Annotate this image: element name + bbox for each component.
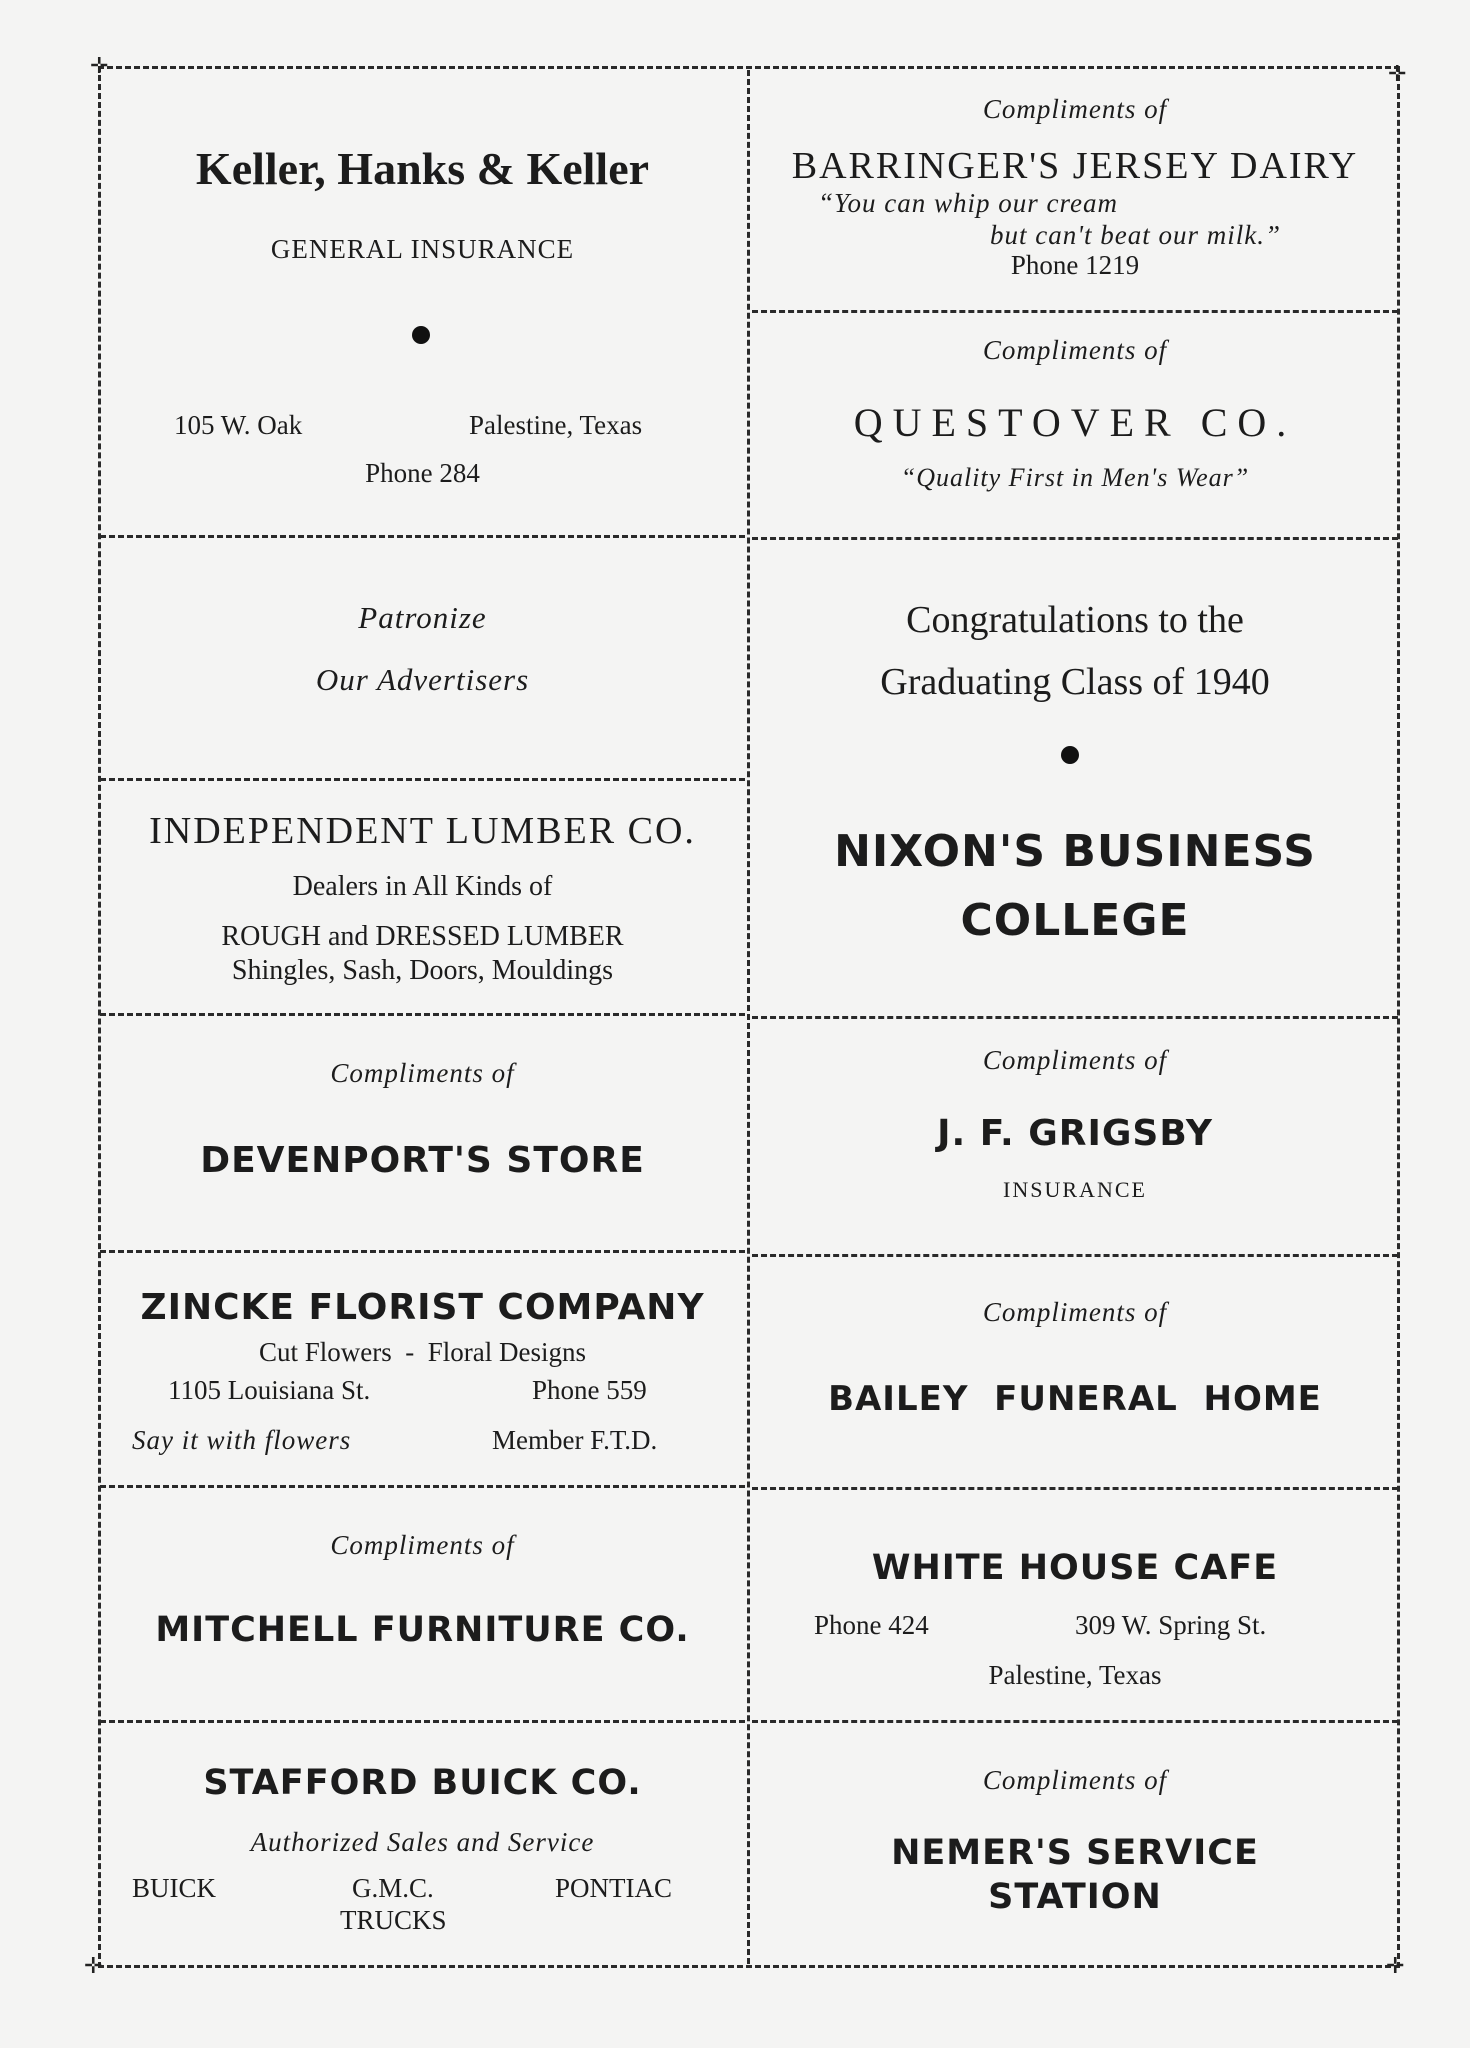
ad-brand: PONTIAC	[555, 1873, 673, 1903]
ad-line: Shingles, Sash, Doors, Mouldings	[231, 955, 614, 986]
patronize-notice	[100, 538, 745, 778]
ad-line: Cut Flowers - Floral Designs	[259, 1337, 586, 1367]
ad-title: QUESTOVER CO.	[853, 400, 1297, 445]
ad-compliments: Compliments of	[982, 1297, 1168, 1327]
ad-mitchell-furniture	[100, 1488, 745, 1720]
ad-title: WHITE HOUSE CAFE	[871, 1548, 1279, 1588]
ad-barringer-dairy	[752, 70, 1398, 310]
ad-compliments: Compliments of	[330, 1530, 515, 1560]
ad-independent-lumber	[100, 781, 745, 1013]
ad-title: NIXON'S BUSINESS	[834, 826, 1316, 877]
ad-compliments: Compliments of	[982, 1045, 1168, 1075]
ad-address: 1105 Louisiana St.	[168, 1375, 371, 1405]
ad-slogan: Say it with flowers	[132, 1425, 352, 1455]
ad-phone: Phone 424	[814, 1610, 929, 1640]
notice-line: Our Advertisers	[315, 662, 530, 697]
ad-white-house-cafe	[752, 1490, 1398, 1720]
ad-line: INSURANCE	[1003, 1177, 1147, 1202]
ad-title: NEMER'S SERVICE	[891, 1833, 1259, 1873]
bullet-dot-icon	[412, 326, 430, 344]
ad-zincke-florist	[100, 1253, 745, 1485]
ad-title: Keller, Hanks & Keller	[195, 143, 650, 194]
ad-compliments: Compliments of	[982, 94, 1168, 124]
ad-line: ROUGH and DRESSED LUMBER	[221, 921, 624, 952]
ad-city: Palestine, Texas	[469, 410, 643, 440]
ad-keller-hanks-keller	[100, 70, 745, 535]
ad-brand: TRUCKS	[340, 1905, 447, 1935]
ad-address: 309 W. Spring St.	[1075, 1610, 1267, 1640]
ad-subtitle: GENERAL INSURANCE	[270, 234, 575, 264]
corner-ornament-icon: ✛	[1388, 62, 1407, 87]
ad-member: Member F.T.D.	[492, 1425, 658, 1455]
ad-title: STAFFORD BUICK CO.	[203, 1763, 642, 1803]
ad-title: BAILEY FUNERAL HOME	[828, 1379, 1322, 1419]
ad-compliments: Compliments of	[982, 335, 1168, 365]
notice-line: Patronize	[358, 600, 487, 635]
ad-stafford-buick	[100, 1723, 745, 1963]
ad-slogan: “You can whip our cream	[818, 188, 1119, 218]
ad-compliments: Compliments of	[982, 1765, 1168, 1795]
corner-ornament-icon: ✛	[84, 1954, 103, 1979]
ad-jf-grigsby	[752, 1019, 1398, 1254]
ad-title: STATION	[988, 1877, 1162, 1917]
ad-title: DEVENPORT'S STORE	[200, 1140, 645, 1181]
ad-congrats: Congratulations to the	[906, 599, 1244, 641]
ad-bailey-funeral-home	[752, 1257, 1398, 1487]
ad-questover	[752, 313, 1398, 537]
ad-slogan: “Quality First in Men's Wear”	[900, 463, 1250, 492]
ad-line: Authorized Sales and Service	[250, 1827, 595, 1857]
ad-phone: Phone 559	[532, 1375, 647, 1405]
corner-ornament-icon: ✛	[1386, 1954, 1405, 1979]
ad-nemers-service-station	[752, 1723, 1398, 1963]
ad-phone: Phone 1219	[1010, 250, 1140, 280]
ad-title: J. F. GRIGSBY	[937, 1113, 1213, 1154]
ad-title: INDEPENDENT LUMBER CO.	[149, 810, 696, 852]
ad-slogan: but can't beat our milk.”	[990, 220, 1282, 250]
ad-title: BARRINGER'S JERSEY DAIRY	[791, 145, 1359, 187]
corner-ornament-icon: ✛	[90, 54, 109, 79]
ad-line: Dealers in All Kinds of	[292, 871, 553, 902]
ad-nixons-business-college	[752, 540, 1398, 1016]
ad-congrats: Graduating Class of 1940	[880, 661, 1270, 703]
bullet-dot-icon	[1061, 746, 1079, 764]
ad-devenports-store	[100, 1016, 745, 1250]
ad-city: Palestine, Texas	[988, 1660, 1162, 1690]
ad-brand: G.M.C.	[352, 1873, 434, 1903]
ad-compliments: Compliments of	[330, 1058, 515, 1088]
ad-title: ZINCKE FLORIST COMPANY	[140, 1287, 705, 1328]
ad-title: MITCHELL FURNITURE CO.	[155, 1610, 690, 1650]
ad-phone: Phone 284	[365, 458, 480, 488]
ad-address: 105 W. Oak	[174, 410, 303, 440]
column-divider	[747, 70, 750, 1964]
ad-title: COLLEGE	[960, 895, 1190, 946]
ad-brand: BUICK	[132, 1873, 217, 1903]
